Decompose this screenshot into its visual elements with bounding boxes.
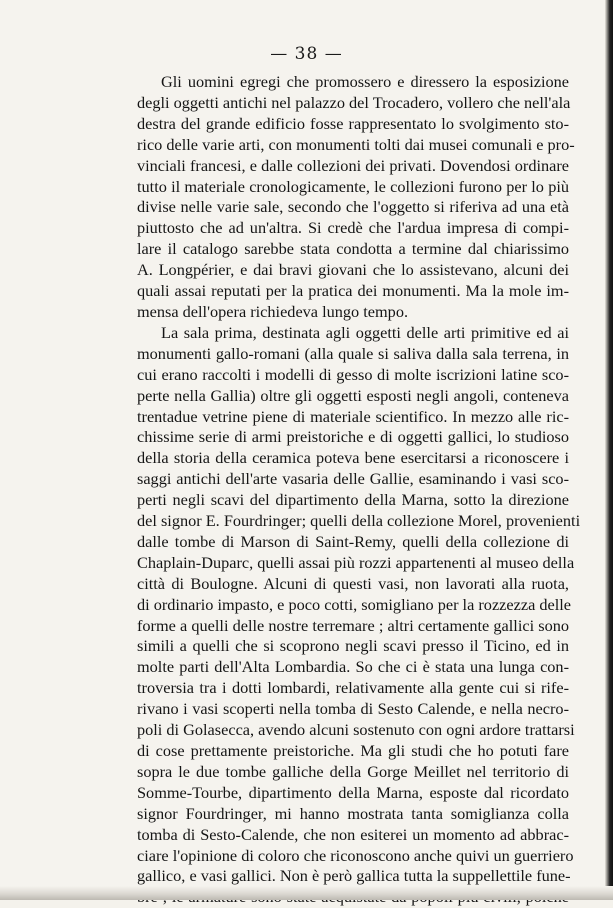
text-line: cui erano raccolti i modelli di gesso di molte iscrizioni latine sco-	[137, 364, 569, 384]
text-line: perte nella Gallia) oltre gli oggetti esposti negli angoli, conteneva	[137, 385, 569, 405]
text-line: piuttosto che ad un'altra. Si credè che l'ardua impresa di compi-	[137, 218, 569, 238]
text-line: sopra le due tombe galliche della Gorge Meillet nel territorio di	[137, 761, 569, 781]
page-number: — 38 —	[270, 44, 343, 64]
text-line: saggi antichi dell'arte vasaria delle Gallie, esaminando i vasi sco-	[137, 469, 569, 489]
text-line: tomba di Sesto-Calende, che non esiterei un momento ad abbrac-	[137, 824, 569, 844]
text-line: Gli uomini egregi che promossero e diressero la esposizione	[161, 72, 569, 91]
text-line: di ordinario impasto, e poco cotti, somigliano per la rozzezza delle	[137, 594, 572, 614]
text-line: simili a quelli che si scoprono negli scavi presso il Ticino, ed in	[137, 636, 569, 656]
text-line: della storia della ceramica poteva bene esercitarsi a riconoscere i	[137, 448, 569, 468]
text-line: del signor E. Fourdringer; quelli della collezione Morel, provenienti	[137, 511, 581, 531]
text-line: rico delle varie arti, con monumenti tolti dai musei comunali e pro-	[137, 134, 575, 154]
text-line: poli di Golasecca, avendo alcuni sostenuto con ogni ardore trattarsi	[137, 720, 575, 740]
page-edge-shadow	[605, 0, 613, 900]
text-line: quali assai reputati per la pratica dei monumenti. Ma la mole im-	[137, 281, 569, 301]
text-line: divise nelle varie sale, secondo che l'oggetto si riferiva ad una età	[137, 197, 569, 217]
text-line: destra del grande edificio fosse rappresentato lo svolgimento sto-	[137, 113, 569, 133]
text-line: gallico, e vasi gallici. Non è però gallica tutta la suppellettile fune-	[137, 866, 571, 886]
text-line: rivano i vasi scoperti nella tomba di Sesto Calende, e nella necro-	[137, 699, 569, 719]
text-line: signor Fourdringer, mi hanno mostrata tanta somiglianza colla	[137, 803, 569, 823]
text-line: di cose prettamente preistoriche. Ma gli studi che ho potuti fare	[137, 741, 569, 760]
text-line: chissime serie di armi preistoriche e di oggetti gallici, lo studioso	[137, 427, 569, 447]
text-line: tutto il materiale cronologicamente, le collezioni furono per lo più	[137, 176, 569, 196]
text-line: forme a quelli delle nostre terremare ; altri certamente gallici sono	[137, 615, 569, 635]
text-line: troversia tra i dotti lombardi, relativamente alla gente cui si rife-	[137, 678, 569, 698]
text-line: ciare l'opinione di coloro che riconoscono anche quivi un guerriero	[137, 845, 574, 865]
text-line: città di Boulogne. Alcuni di questi vasi, non lavorati alla ruota,	[137, 573, 569, 593]
text-line: monumenti gallo-romani (alla quale si saliva dalla sala terrena, in	[137, 343, 569, 363]
text-line: Chaplain-Duparc, quelli assai più rozzi appartenenti al museo della	[137, 552, 575, 572]
text-line: perti negli scavi del dipartimento della Marna, sotto la direzione	[137, 490, 569, 510]
text-line: trentadue vetrine piene di materiale scientifico. In mezzo alle ric-	[137, 406, 569, 426]
text-line: molte parti dell'Alta Lombardia. So che ci è stata una lunga con-	[137, 657, 569, 677]
text-line: Somme-Tourbe, dipartimento della Marna, esposte dal ricordato	[137, 782, 569, 802]
text-line: degli oggetti antichi nel palazzo del Trocadero, vollero che nell'ala	[137, 92, 571, 112]
text-line: dalle tombe di Marson di Saint-Remy, quelli della collezione di	[137, 531, 569, 551]
body-text	[137, 72, 581, 908]
text-line: A. Longpérier, e dai bravi giovani che lo assistevano, alcuni dei	[137, 260, 569, 280]
text-line: vinciali francesi, e dalle collezioni dei privati. Dovendosi ordinare	[137, 155, 569, 175]
text-line: La sala prima, destinata agli oggetti delle arti primitive ed ai	[161, 322, 569, 342]
text-line: mensa dell'opera richiedeva lungo tempo.	[137, 301, 409, 321]
page-bottom-edge	[0, 886, 613, 900]
text-line: lare il catalogo sarebbe stata condotta a termine dal chiarissimo	[137, 239, 569, 259]
